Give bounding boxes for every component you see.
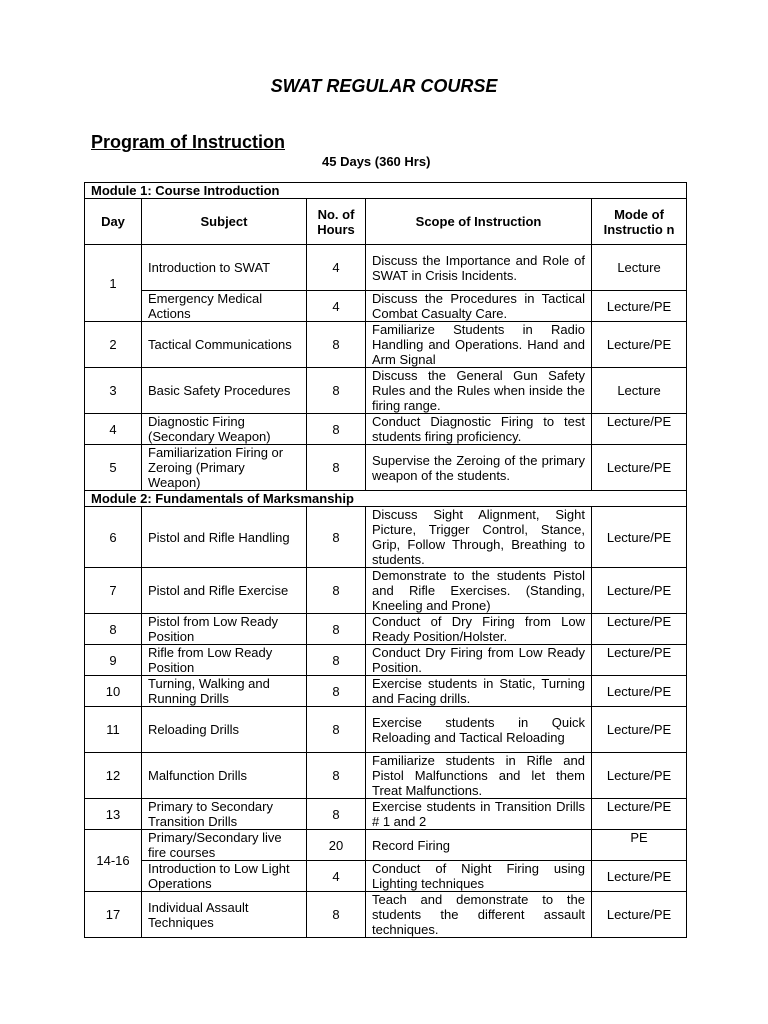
subject-cell: Introduction to Low Light Operations bbox=[142, 861, 307, 892]
subject-cell: Pistol and Rifle Handling bbox=[142, 507, 307, 568]
table-row bbox=[85, 245, 687, 291]
table-row bbox=[85, 614, 687, 645]
hours-cell: 8 bbox=[307, 707, 366, 753]
header-scope: Scope of Instruction bbox=[366, 199, 592, 245]
table-row bbox=[85, 830, 687, 861]
table-row bbox=[85, 861, 687, 892]
scope-cell: Discuss the General Gun Safety Rules and the Rules when inside the firing range. bbox=[366, 368, 592, 414]
scope-cell: Conduct Diagnostic Firing to test students firing proficiency. bbox=[366, 414, 592, 445]
mode-cell: Lecture/PE bbox=[592, 676, 687, 707]
subject-cell: Reloading Drills bbox=[142, 707, 307, 753]
module-row bbox=[85, 183, 687, 199]
table-row bbox=[85, 507, 687, 568]
table-row bbox=[85, 707, 687, 753]
hours-cell: 8 bbox=[307, 614, 366, 645]
table-row bbox=[85, 676, 687, 707]
subject-cell: Individual Assault Techniques bbox=[142, 892, 307, 938]
subject-cell: Primary to Secondary Transition Drills bbox=[142, 799, 307, 830]
table-row bbox=[85, 445, 687, 491]
subject-cell: Pistol from Low Ready Position bbox=[142, 614, 307, 645]
day-cell: 3 bbox=[85, 368, 142, 414]
hours-cell: 8 bbox=[307, 799, 366, 830]
scope-cell: Familiarize students in Rifle and Pistol Malfunctions and let them Treat Malfunctions. bbox=[366, 753, 592, 799]
subject-cell: Emergency Medical Actions bbox=[142, 291, 307, 322]
mode-cell: Lecture/PE bbox=[592, 507, 687, 568]
hours-cell: 8 bbox=[307, 445, 366, 491]
module-title: Module 1: Course Introduction bbox=[85, 183, 687, 199]
subject-cell: Pistol and Rifle Exercise bbox=[142, 568, 307, 614]
day-cell: 14-16 bbox=[85, 830, 142, 892]
table-row bbox=[85, 645, 687, 676]
scope-cell: Exercise students in Static, Turning and Facing drills. bbox=[366, 676, 592, 707]
hours-cell: 20 bbox=[307, 830, 366, 861]
day-cell: 1 bbox=[85, 245, 142, 322]
section-title: Program of Instruction bbox=[91, 132, 286, 152]
day-cell: 6 bbox=[85, 507, 142, 568]
day-cell: 10 bbox=[85, 676, 142, 707]
mode-cell: Lecture/PE bbox=[592, 614, 687, 645]
header-row bbox=[85, 199, 687, 245]
hours-cell: 8 bbox=[307, 753, 366, 799]
mode-cell: Lecture bbox=[592, 245, 687, 291]
scope-cell: Supervise the Zeroing of the primary weapon of the students. bbox=[366, 445, 592, 491]
hours-cell: 8 bbox=[307, 507, 366, 568]
subject-cell: Turning, Walking and Running Drills bbox=[142, 676, 307, 707]
day-cell: 12 bbox=[85, 753, 142, 799]
scope-cell: Teach and demonstrate to the students the different assault techniques. bbox=[366, 892, 592, 938]
scope-cell: Conduct Dry Firing from Low Ready Position. bbox=[366, 645, 592, 676]
header-mode: Mode of Instructio n bbox=[592, 199, 687, 245]
hours-cell: 8 bbox=[307, 568, 366, 614]
scope-cell: Familiarize Students in Radio Handling and Operations. Hand and Arm Signal bbox=[366, 322, 592, 368]
day-cell: 7 bbox=[85, 568, 142, 614]
day-cell: 4 bbox=[85, 414, 142, 445]
table-row bbox=[85, 892, 687, 938]
mode-cell: Lecture/PE bbox=[592, 645, 687, 676]
mode-cell: Lecture/PE bbox=[592, 799, 687, 830]
scope-cell: Conduct of Night Firing using Lighting techniques bbox=[366, 861, 592, 892]
day-cell: 5 bbox=[85, 445, 142, 491]
course-duration: 45 Days (360 Hrs) bbox=[322, 154, 431, 169]
mode-cell: Lecture/PE bbox=[592, 322, 687, 368]
mode-cell: Lecture/PE bbox=[592, 414, 687, 445]
hours-cell: 4 bbox=[307, 861, 366, 892]
day-cell: 11 bbox=[85, 707, 142, 753]
table-row bbox=[85, 291, 687, 322]
hours-cell: 4 bbox=[307, 245, 366, 291]
module-title: Module 2: Fundamentals of Marksmanship bbox=[85, 491, 687, 507]
mode-cell: Lecture/PE bbox=[592, 568, 687, 614]
hours-cell: 8 bbox=[307, 676, 366, 707]
mode-cell: Lecture bbox=[592, 368, 687, 414]
scope-cell: Record Firing bbox=[366, 830, 592, 861]
day-cell: 9 bbox=[85, 645, 142, 676]
day-cell: 17 bbox=[85, 892, 142, 938]
hours-cell: 8 bbox=[307, 368, 366, 414]
table-row bbox=[85, 799, 687, 830]
table-row bbox=[85, 368, 687, 414]
mode-cell: Lecture/PE bbox=[592, 291, 687, 322]
mode-cell: Lecture/PE bbox=[592, 707, 687, 753]
header-day: Day bbox=[85, 199, 142, 245]
scope-cell: Discuss Sight Alignment, Sight Picture, Trigger Control, Stance, Grip, Follow Through, Breathing to students. bbox=[366, 507, 592, 568]
scope-cell: Discuss the Procedures in Tactical Combat Casualty Care. bbox=[366, 291, 592, 322]
hours-cell: 8 bbox=[307, 322, 366, 368]
scope-cell: Exercise students in Transition Drills # 1 and 2 bbox=[366, 799, 592, 830]
day-cell: 13 bbox=[85, 799, 142, 830]
table-row bbox=[85, 322, 687, 368]
mode-cell: Lecture/PE bbox=[592, 892, 687, 938]
hours-cell: 8 bbox=[307, 414, 366, 445]
scope-cell: Conduct of Dry Firing from Low Ready Position/Holster. bbox=[366, 614, 592, 645]
subject-cell: Familiarization Firing or Zeroing (Primary Weapon) bbox=[142, 445, 307, 491]
subject-cell: Rifle from Low Ready Position bbox=[142, 645, 307, 676]
subject-cell: Primary/Secondary live fire courses bbox=[142, 830, 307, 861]
module-row bbox=[85, 491, 687, 507]
header-subject: Subject bbox=[142, 199, 307, 245]
day-cell: 8 bbox=[85, 614, 142, 645]
program-table bbox=[84, 182, 687, 938]
scope-cell: Discuss the Importance and Role of SWAT in Crisis Incidents. bbox=[366, 245, 592, 291]
hours-cell: 4 bbox=[307, 291, 366, 322]
mode-cell: Lecture/PE bbox=[592, 753, 687, 799]
page-title: SWAT REGULAR COURSE bbox=[270, 76, 498, 96]
mode-cell: PE bbox=[592, 830, 687, 861]
subject-cell: Malfunction Drills bbox=[142, 753, 307, 799]
table-row bbox=[85, 414, 687, 445]
mode-cell: Lecture/PE bbox=[592, 445, 687, 491]
scope-cell: Demonstrate to the students Pistol and Rifle Exercises. (Standing, Kneeling and Prone) bbox=[366, 568, 592, 614]
hours-cell: 8 bbox=[307, 892, 366, 938]
subject-cell: Basic Safety Procedures bbox=[142, 368, 307, 414]
table-row bbox=[85, 753, 687, 799]
subject-cell: Introduction to SWAT bbox=[142, 245, 307, 291]
hours-cell: 8 bbox=[307, 645, 366, 676]
scope-cell: Exercise students in Quick Reloading and Tactical Reloading bbox=[366, 707, 592, 753]
day-cell: 2 bbox=[85, 322, 142, 368]
subject-cell: Tactical Communications bbox=[142, 322, 307, 368]
table-row bbox=[85, 568, 687, 614]
header-hours: No. of Hours bbox=[307, 199, 366, 245]
subject-cell: Diagnostic Firing (Secondary Weapon) bbox=[142, 414, 307, 445]
mode-cell: Lecture/PE bbox=[592, 861, 687, 892]
